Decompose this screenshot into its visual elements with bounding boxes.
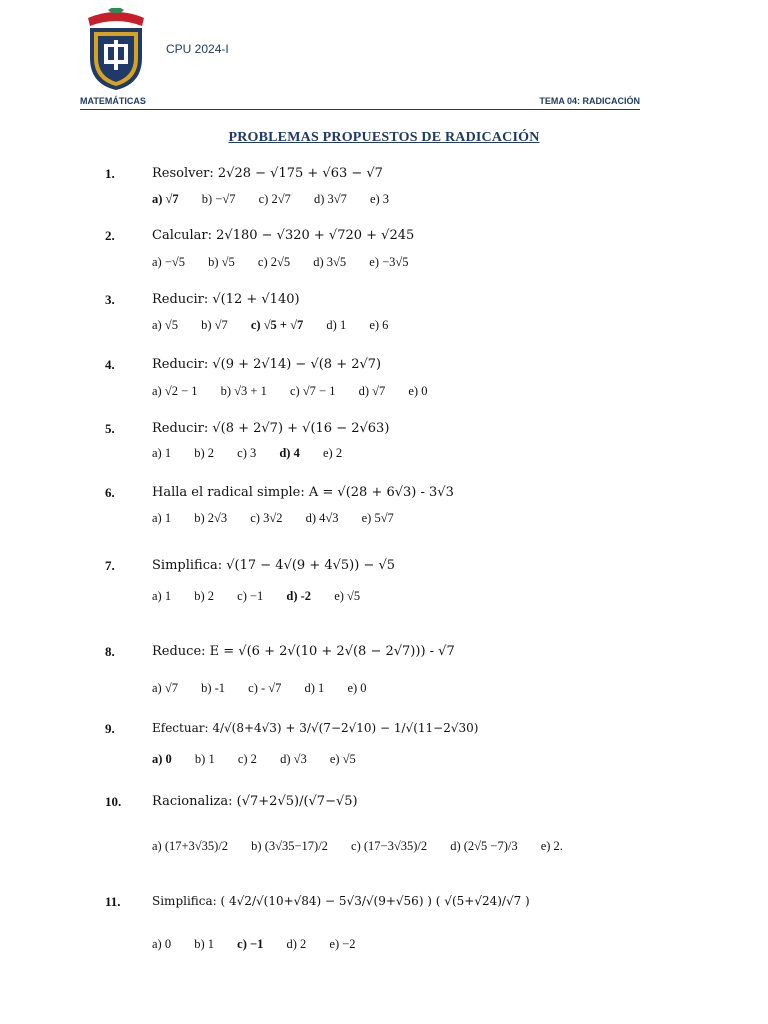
option-e: e) 2. xyxy=(540,839,563,853)
option-c: c) −1 xyxy=(237,589,264,603)
option-b: b) 1 xyxy=(194,752,215,766)
option-e: e) 3 xyxy=(369,192,390,206)
problem-statement: Halla el radical simple: A = √(28 + 6√3) - 3√3 xyxy=(152,485,454,500)
option-e: e) 6 xyxy=(369,318,389,332)
option-d: d) 3√7 xyxy=(313,192,347,206)
option-c: c) 2 xyxy=(237,752,257,766)
option-e: e) 2 xyxy=(322,446,343,460)
option-c: c) √5 + √7 xyxy=(250,318,304,332)
answer-options xyxy=(152,318,408,333)
option-d: d) 4√3 xyxy=(305,511,339,525)
option-e: e) 5√7 xyxy=(361,511,394,525)
option-a: a) 1 xyxy=(152,446,172,460)
problem-number: 9. xyxy=(105,721,115,736)
option-d: d) (2√5 −7)/3 xyxy=(450,839,518,853)
option-d: d) √7 xyxy=(358,384,386,398)
option-c: c) (17−3√35)/2 xyxy=(351,839,428,853)
course-label: CPU 2024-I xyxy=(166,42,229,56)
answer-options xyxy=(152,752,376,767)
answer-options xyxy=(152,511,414,526)
option-b: b) 2 xyxy=(194,446,215,460)
answer-options xyxy=(152,937,376,952)
option-b: b) √5 xyxy=(208,255,235,269)
problem-statement: Reduce: E = √(6 + 2√(10 + 2√(8 − 2√7))) - √7 xyxy=(152,644,455,659)
problem-statement: Reducir: √(9 + 2√14) − √(8 + 2√7) xyxy=(152,357,382,372)
option-a: a) 1 xyxy=(152,511,172,525)
topic-label: TEMA 04: RADICACIÓN xyxy=(539,96,640,106)
option-e: e) √5 xyxy=(329,752,356,766)
option-e: e) √5 xyxy=(334,589,361,603)
option-a: a) 0 xyxy=(152,937,172,951)
problem-number: 2. xyxy=(105,228,115,243)
option-c: c) 2√7 xyxy=(258,192,291,206)
problem-statement: Simplifica: √(17 − 4√(9 + 4√5)) − √5 xyxy=(152,558,396,573)
option-a: a) 1 xyxy=(152,589,172,603)
answer-options xyxy=(152,192,409,207)
option-b: b) 1 xyxy=(194,937,215,951)
problem-number: 1. xyxy=(105,166,115,181)
option-a: a) √7 xyxy=(152,192,179,206)
option-d: d) 1 xyxy=(304,681,325,695)
problem-number: 3. xyxy=(105,292,115,307)
option-e: e) 0 xyxy=(347,681,367,695)
option-d: d) √3 xyxy=(280,752,307,766)
answer-options xyxy=(152,589,380,604)
option-d: d) 2 xyxy=(286,937,307,951)
problem-statement: Racionaliza: (√7+2√5)/(√7−√5) xyxy=(152,794,358,809)
option-d: d) 1 xyxy=(326,318,347,332)
option-b: b) (3√35−17)/2 xyxy=(251,839,328,853)
option-c: c) −1 xyxy=(237,937,264,951)
problem-number: 11. xyxy=(105,894,121,909)
problem-number: 5. xyxy=(105,421,115,436)
option-d: d) 4 xyxy=(279,446,300,460)
option-c: c) 3 xyxy=(237,446,257,460)
option-a: a) √2 − 1 xyxy=(152,384,198,398)
problem-number: 10. xyxy=(105,794,122,809)
problem-statement: Reducir: √(12 + √140) xyxy=(152,292,300,307)
answer-options xyxy=(152,255,429,270)
option-a: a) √7 xyxy=(152,681,178,695)
option-e: e) −2 xyxy=(329,937,356,951)
option-b: b) √7 xyxy=(201,318,228,332)
subject-label: MATEMÁTICAS xyxy=(80,96,146,106)
problem-statement: Reducir: √(8 + 2√7) + √(16 − 2√63) xyxy=(152,421,390,436)
answer-options xyxy=(152,839,583,854)
option-b: b) -1 xyxy=(201,681,226,695)
option-b: b) 2√3 xyxy=(194,511,228,525)
problem-number: 6. xyxy=(105,485,115,500)
option-a: a) (17+3√35)/2 xyxy=(152,839,229,853)
page-title: PROBLEMAS PROPUESTOS DE RADICACIÓN xyxy=(228,130,540,145)
answer-options xyxy=(152,446,362,461)
option-c: c) 2√5 xyxy=(257,255,291,269)
problem-statement: Efectuar: 4/√(8+4√3) + 3/√(7−2√10) − 1/√(11−2√30) xyxy=(152,721,479,735)
option-b: b) −√7 xyxy=(201,192,236,206)
problem-statement: Calcular: 2√180 − √320 + √720 + √245 xyxy=(152,228,415,243)
option-b: b) 2 xyxy=(194,589,215,603)
option-c: c) - √7 xyxy=(248,681,282,695)
option-e: e) 0 xyxy=(408,384,428,398)
option-d: d) 3√5 xyxy=(313,255,347,269)
answer-options xyxy=(152,384,447,399)
option-a: a) √5 xyxy=(152,318,178,332)
problem-number: 4. xyxy=(105,357,115,372)
option-e: e) −3√5 xyxy=(369,255,409,269)
university-logo xyxy=(78,8,154,92)
answer-options xyxy=(152,681,387,696)
option-b: b) √3 + 1 xyxy=(220,384,267,398)
option-d: d) -2 xyxy=(286,589,312,603)
option-c: c) √7 − 1 xyxy=(289,384,336,398)
problem-statement: Simplifica: ( 4√2/√(10+√84) − 5√3/√(9+√56) ) ( √(5+√24)/√7 ) xyxy=(152,894,530,908)
option-c: c) 3√2 xyxy=(250,511,283,525)
problem-number: 8. xyxy=(105,644,115,659)
option-a: a) 0 xyxy=(152,752,172,766)
header-divider xyxy=(80,109,640,110)
option-a: a) −√5 xyxy=(152,255,185,269)
problem-number: 7. xyxy=(105,558,115,573)
problem-statement: Resolver: 2√28 − √175 + √63 − √7 xyxy=(152,166,383,181)
